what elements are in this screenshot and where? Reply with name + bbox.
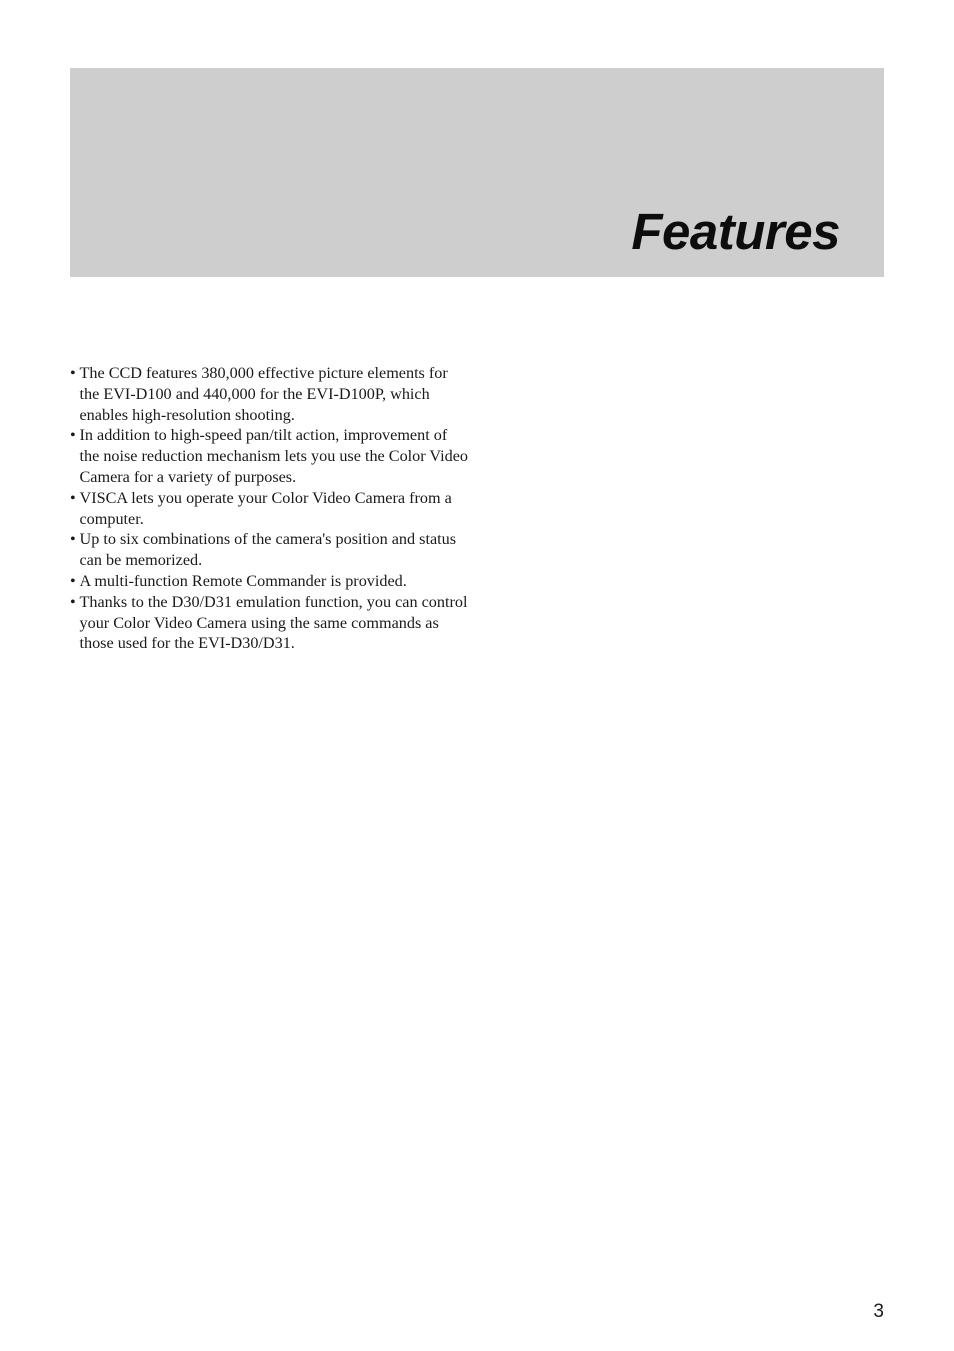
feature-item-visca — [70, 488, 470, 530]
feature-item-emulation — [70, 592, 470, 654]
feature-text: In addition to high-speed pan/tilt action, improvement of the noise reduction mechanism lets you use the Color Video Camera for a variety of purposes. — [79, 426, 468, 486]
feature-text: The CCD features 380,000 effective picture elements for the EVI-D100 and 440,000 for the EVI-D100P, which enables high-resolution shooting. — [79, 364, 448, 424]
feature-item-remote — [70, 571, 470, 592]
feature-item-ccd — [70, 363, 470, 425]
features-list — [70, 363, 470, 654]
feature-text: Up to six combinations of the camera's position and status can be memorized. — [79, 530, 457, 570]
bullet-icon: • — [70, 571, 76, 590]
bullet-icon: • — [70, 592, 76, 611]
page-number: 3 — [873, 1301, 884, 1322]
feature-item-memory — [70, 529, 470, 571]
feature-text: Thanks to the D30/D31 emulation function, you can control your Color Video Camera using the same commands as those used for the EVI-D30/D31. — [79, 592, 468, 653]
bullet-icon: • — [70, 488, 76, 507]
bullet-icon: • — [70, 426, 76, 445]
feature-text: A multi-function Remote Commander is provided. — [79, 571, 407, 590]
bullet-icon: • — [70, 364, 76, 382]
feature-item-pan-tilt — [70, 425, 470, 487]
bullet-icon: • — [70, 530, 76, 549]
feature-text: VISCA lets you operate your Color Video Camera from a computer. — [79, 488, 452, 528]
page-title: Features — [631, 203, 840, 260]
title-banner — [70, 68, 884, 277]
